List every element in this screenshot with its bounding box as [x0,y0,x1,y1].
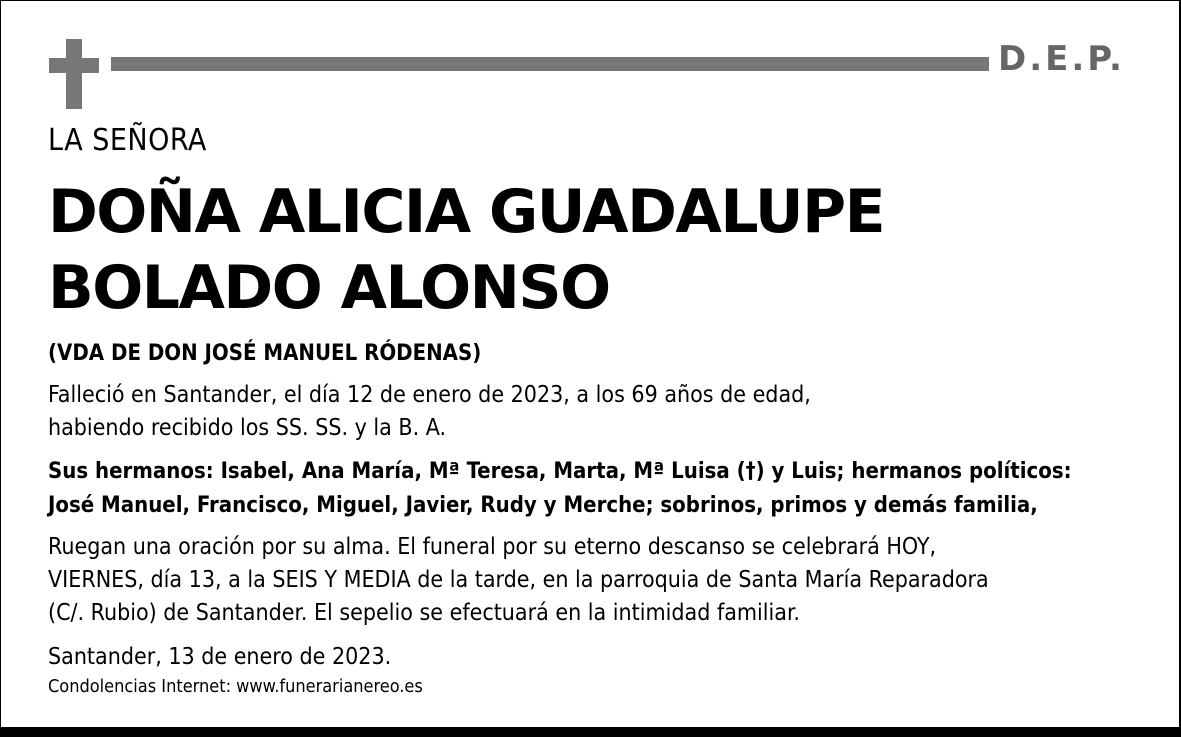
header-rule [111,57,989,71]
death-notice-line-1: Falleció en Santander, el día 12 de enero de 2023, a los 69 años de edad, [48,382,811,408]
deceased-name-line-1: DOÑA ALICIA GUADALUPE [48,177,885,247]
widow-of-line: (VDA DE DON JOSÉ MANUEL RÓDENAS) [48,341,482,366]
family-line-1: Sus hermanos: Isabel, Ana María, Mª Teresa, Marta, Mª Luisa (†) y Luis; hermanos políticos: [48,459,1072,484]
condolences-line: Condolencias Internet: www.funerarianereo.es [48,676,423,697]
funeral-line-2: VIERNES, día 13, a la SEIS Y MEDIA de la tarde, en la parroquia de Santa María Reparadora [48,567,989,593]
death-notice-line-2: habiendo recibido los SS. SS. y la B. A. [48,415,447,441]
funeral-line-1: Ruegan una oración por su alma. El funeral por su eterno descanso se celebrará HOY, [48,534,937,560]
dep-heading: D.E.P. [998,39,1125,79]
family-line-2: José Manuel, Francisco, Miguel, Javier, Rudy y Merche; sobrinos, primos y demás familia, [48,493,1038,518]
latin-cross-icon [49,39,99,109]
place-date: Santander, 13 de enero de 2023. [48,644,392,670]
deceased-name-line-2: BOLADO ALONSO [48,253,610,323]
honorific-label: LA SEÑORA [48,123,207,158]
funeral-line-3: (C/. Rubio) de Santander. El sepelio se efectuará en la intimidad familiar. [48,600,800,626]
